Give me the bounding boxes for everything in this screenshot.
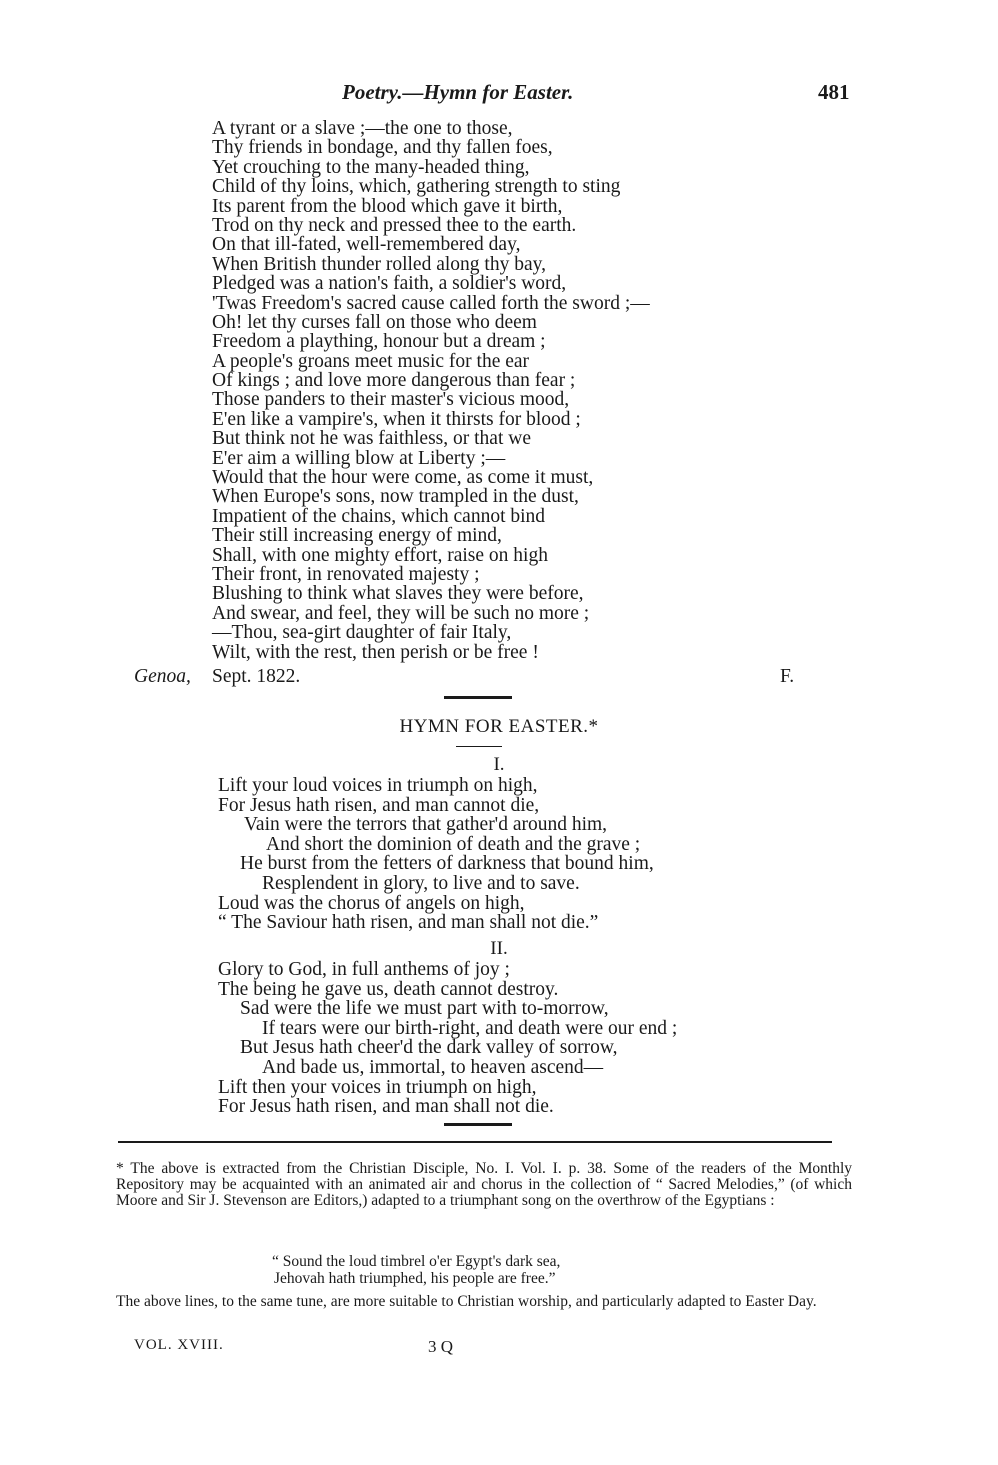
stanza-2 xyxy=(218,960,677,1117)
footnote-after: The above lines, to the same tune, are more suitable to Christian worship, and particularly adapted to Easter Day. xyxy=(116,1293,817,1310)
poem-line: Shall, with one mighty effort, raise on high xyxy=(212,544,548,566)
poem-line: When Europe's sons, now trampled in the dust, xyxy=(212,486,579,508)
stanza-line: Sad were the life we must part with to-morrow, xyxy=(240,998,609,1020)
poem-line: When British thunder rolled along thy bay, xyxy=(212,253,546,275)
stanza-line: “ The Saviour hath risen, and man shall not die.” xyxy=(218,912,599,934)
poem-line: Yet crouching to the many-headed thing, xyxy=(212,156,530,178)
footnote xyxy=(116,1161,852,1209)
quote-line: “ Sound the loud timbrel o'er Egypt's dark sea, xyxy=(272,1253,561,1270)
stanza-line: Glory to God, in full anthems of joy ; xyxy=(218,959,510,980)
stanza-line: Vain were the terrors that gather'd around him, xyxy=(244,814,608,836)
footnote-rule xyxy=(118,1141,832,1143)
stanza-line: And short the dominion of death and the grave ; xyxy=(266,833,641,855)
poem-line: Of kings ; and love more dangerous than fear ; xyxy=(212,370,576,392)
poem-line: E'er aim a willing blow at Liberty ;— xyxy=(212,447,506,469)
running-title: Poetry.—Hymn for Easter. xyxy=(342,80,574,104)
poem-line: Freedom a plaything, honour but a dream ; xyxy=(212,331,546,353)
footnote-quote xyxy=(272,1253,560,1287)
poem-body xyxy=(212,119,650,662)
stanza-line: But Jesus hath cheer'd the dark valley of sorrow, xyxy=(240,1037,618,1059)
poem-line: On that ill-fated, well-remembered day, xyxy=(212,234,521,256)
poem-line: Their front, in renovated majesty ; xyxy=(212,563,480,585)
signoff-date: Sept. 1822. xyxy=(212,666,301,687)
stanza-line: And bade us, immortal, to heaven ascend— xyxy=(262,1056,604,1078)
poem-line: —Thou, sea-girt daughter of fair Italy, xyxy=(212,622,512,644)
page-number: 481 xyxy=(818,80,850,104)
poem-line: Blushing to think what slaves they were before, xyxy=(212,583,584,605)
poem-line: Thy friends in bondage, and thy fallen foes, xyxy=(212,137,553,159)
stanza-line: Resplendent in glory, to live and to save. xyxy=(262,872,580,894)
poem-line: And swear, and feel, they will be such no more ; xyxy=(212,602,590,624)
section-ornament xyxy=(444,696,512,699)
poem-line: A people's groans meet music for the ear xyxy=(212,350,530,372)
poem-line: A tyrant or a slave ;—the one to those, xyxy=(212,118,513,139)
poem-line: Their still increasing energy of mind, xyxy=(212,525,502,547)
poem-line: E'en like a vampire's, when it thirsts for blood ; xyxy=(212,408,581,430)
poem-line: Trod on thy neck and pressed thee to the earth. xyxy=(212,214,577,236)
quote-line: Jehovah hath triumphed, his people are free.” xyxy=(274,1270,556,1287)
poem-line: Pledged was a nation's faith, a soldier's word, xyxy=(212,273,567,295)
poem-line: Those panders to their master's vicious mood, xyxy=(212,389,570,411)
signoff-initial: F. xyxy=(780,666,795,687)
hymn-title: HYMN FOR EASTER.* xyxy=(399,716,599,737)
signature-mark: 3 Q xyxy=(428,1337,454,1356)
stanza-line: Lift your loud voices in triumph on high, xyxy=(218,775,538,796)
signoff-place: Genoa, xyxy=(134,666,191,687)
poem-line: Impatient of the chains, which cannot bind xyxy=(212,505,546,527)
stanza-line: The being he gave us, death cannot destroy. xyxy=(218,978,559,1000)
stanza-line: For Jesus hath risen, and man cannot die, xyxy=(218,794,540,816)
poem-line: Would that the hour were come, as come it must, xyxy=(212,467,594,489)
stanza-line: He burst from the fetters of darkness that bound him, xyxy=(240,853,654,875)
footnote-text: * The above is extracted from the Christian Disciple, No. I. Vol. I. p. 38. Some of the readers of the Monthly Repository may be acquainted with an animated air and chorus in the collection of “ Sacred Melodies,” (of which Moore and Sir J. Stevenson are Editors,) adapted to a triumphant song on the overthrow of the Egyptians : xyxy=(116,1160,852,1209)
stanza-line: Lift then your voices in triumph on high, xyxy=(218,1076,537,1098)
stanza-line: If tears were our birth-right, and death were our end ; xyxy=(262,1017,678,1039)
poem-line: Wilt, with the rest, then perish or be free ! xyxy=(212,641,539,663)
poem-line: Oh! let thy curses fall on those who deem xyxy=(212,311,537,333)
stanza-line: For Jesus hath risen, and man shall not die. xyxy=(218,1096,554,1118)
title-rule xyxy=(456,746,502,747)
stanza-number: I. xyxy=(493,754,505,775)
poem-line: Its parent from the blood which gave it birth, xyxy=(212,195,563,217)
stanza-line: Loud was the chorus of angels on high, xyxy=(218,892,525,914)
volume-label: VOL. XVIII. xyxy=(134,1337,224,1353)
stanza-1 xyxy=(218,776,654,933)
section-ornament xyxy=(444,1123,512,1126)
poem-line: Child of thy loins, which, gathering strength to sting xyxy=(212,176,621,198)
poem-line: 'Twas Freedom's sacred cause called forth the sword ;— xyxy=(212,292,650,314)
poem-line: But think not he was faithless, or that we xyxy=(212,428,531,450)
stanza-number: II. xyxy=(490,938,508,959)
